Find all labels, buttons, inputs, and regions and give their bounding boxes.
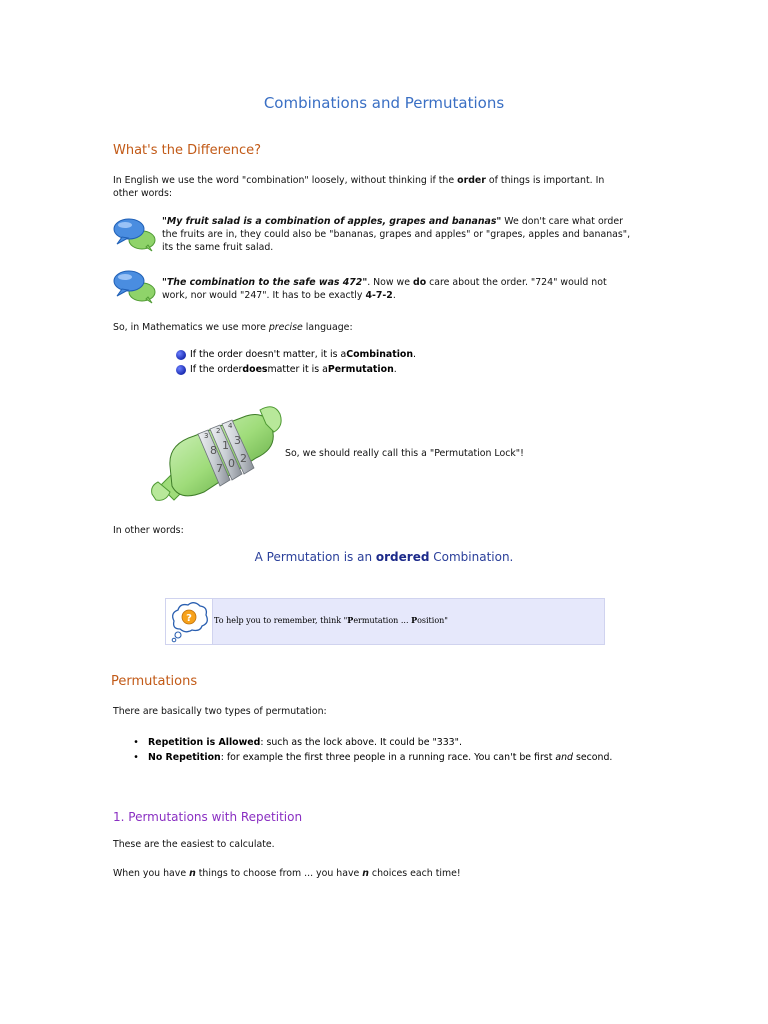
quote-fruit-salad-rest-2: the fruits are in, they could also be "bananas, grapes and apples" or "grapes, apples and bananas",: [162, 229, 631, 240]
section-heading-repetition: 1. Permutations with Repetition: [113, 810, 303, 824]
p2-text-a: When you have: [113, 868, 190, 879]
item2-text-2: second.: [573, 752, 613, 763]
definition-combination-end: .: [413, 349, 417, 360]
page-title: Combinations and Permutations: [263, 94, 505, 112]
tip-text-c: ermutation ...: [353, 616, 412, 625]
intro-text-3: other words:: [113, 188, 173, 199]
repetition-p2: [113, 867, 461, 880]
combination-lock-illustration: [148, 394, 284, 510]
definition-permutation-text-a: If the order: [190, 364, 243, 375]
quote-fruit-salad-rest-1: We don't care what order: [501, 216, 623, 227]
quote-fruit-salad-text: "My fruit salad is a combination of apples, grapes and bananas": [162, 216, 502, 227]
definition-permutation-text-c: matter it is a: [267, 364, 328, 375]
lock-caption: So, we should really call this a "Permutation Lock"!: [285, 448, 524, 459]
lock-digit: 2: [240, 452, 247, 465]
memory-tip-box: [165, 598, 605, 645]
quote-fruit-salad: [162, 215, 662, 254]
quote-safe: [162, 276, 662, 302]
item2-text-1: : for example the first three people in a running race. You can't be first: [220, 752, 556, 763]
repetition-p1: These are the easiest to calculate.: [113, 839, 275, 850]
statement-text-a: A Permutation is an: [254, 550, 376, 564]
quote-safe-rest-2c: .: [392, 290, 396, 301]
speech-bubbles-icon: [112, 268, 160, 304]
memory-tip-text: [214, 615, 448, 625]
speech-bubbles-icon: [112, 216, 160, 252]
quote-safe-rest-1a: . Now we: [367, 277, 413, 288]
quote-safe-bold-472: 4-7-2: [365, 290, 393, 301]
intro-text-1: In English we use the word "combination" loosely, without thinking if the: [113, 175, 458, 186]
tip-bold-p2: P: [411, 615, 418, 625]
quote-safe-bold-do: do: [412, 277, 427, 288]
list-item: [124, 735, 612, 750]
section-heading-difference: What's the Difference?: [113, 143, 262, 158]
lock-digit: 3: [204, 432, 209, 440]
permutation-types-list: [124, 735, 612, 765]
math-paragraph: [113, 321, 353, 334]
lock-digit: 1: [222, 439, 229, 452]
math-text-1: So, in Mathematics we use more: [113, 322, 269, 333]
definition-list: [176, 347, 416, 377]
intro-bold-order: order: [457, 175, 486, 186]
permutations-intro: There are basically two types of permutation:: [113, 706, 327, 717]
tip-bold-p1: P: [347, 615, 354, 625]
lock-digit: 4: [228, 422, 233, 430]
list-item: [124, 750, 612, 765]
tip-text-e: osition": [417, 616, 448, 625]
item2-em-and: and: [555, 752, 573, 763]
definition-combination-text: If the order doesn't matter, it is a: [190, 349, 347, 360]
p2-text-c: choices each time!: [368, 868, 461, 879]
definition-permutation-bold-does: does: [242, 364, 268, 375]
lock-digit: 8: [210, 444, 217, 457]
lock-digit: 7: [216, 462, 223, 475]
p2-var-n1: n: [189, 868, 196, 879]
lock-digit: 0: [228, 457, 235, 470]
permutation-statement: [0, 550, 768, 564]
p2-text-b: things to choose from ... you have: [195, 868, 363, 879]
tip-text-a: To help you to remember, think ": [214, 616, 348, 625]
definition-permutation: [176, 362, 416, 377]
thought-bubble-question-icon: [166, 599, 213, 644]
p2-var-n2: n: [362, 868, 369, 879]
statement-text-c: Combination.: [429, 550, 514, 564]
quote-fruit-salad-rest-3: its the same fruit salad.: [162, 242, 274, 253]
section-heading-permutations: Permutations: [111, 674, 198, 689]
math-text-2: language:: [302, 322, 353, 333]
lock-digit: 2: [216, 427, 221, 435]
item2-bold: No Repetition: [148, 752, 221, 763]
definition-combination: [176, 347, 416, 362]
lock-digit: 3: [234, 434, 241, 447]
definition-permutation-bold: Permutation: [327, 364, 394, 375]
math-em-precise: precise: [268, 322, 303, 333]
quote-safe-rest-1c: care about the order. "724" would not: [426, 277, 607, 288]
statement-bold-ordered: ordered: [375, 550, 430, 564]
quote-safe-rest-2a: work, nor would "247". It has to be exactly: [162, 290, 366, 301]
svg-text:?: ?: [186, 613, 192, 624]
intro-paragraph: [113, 174, 653, 200]
item1-bold: Repetition is Allowed: [148, 737, 261, 748]
bullet-icon: •: [133, 737, 139, 748]
item1-text: : such as the lock above. It could be "333".: [260, 737, 462, 748]
intro-text-2: of things is important. In: [485, 175, 605, 186]
bullet-icon: •: [133, 752, 139, 763]
other-words-text: In other words:: [113, 525, 184, 536]
blue-ball-bullet-icon: [176, 350, 186, 360]
definition-combination-bold: Combination: [346, 349, 414, 360]
blue-ball-bullet-icon: [176, 365, 186, 375]
quote-safe-text: "The combination to the safe was 472": [162, 277, 368, 288]
definition-permutation-end: .: [393, 364, 397, 375]
